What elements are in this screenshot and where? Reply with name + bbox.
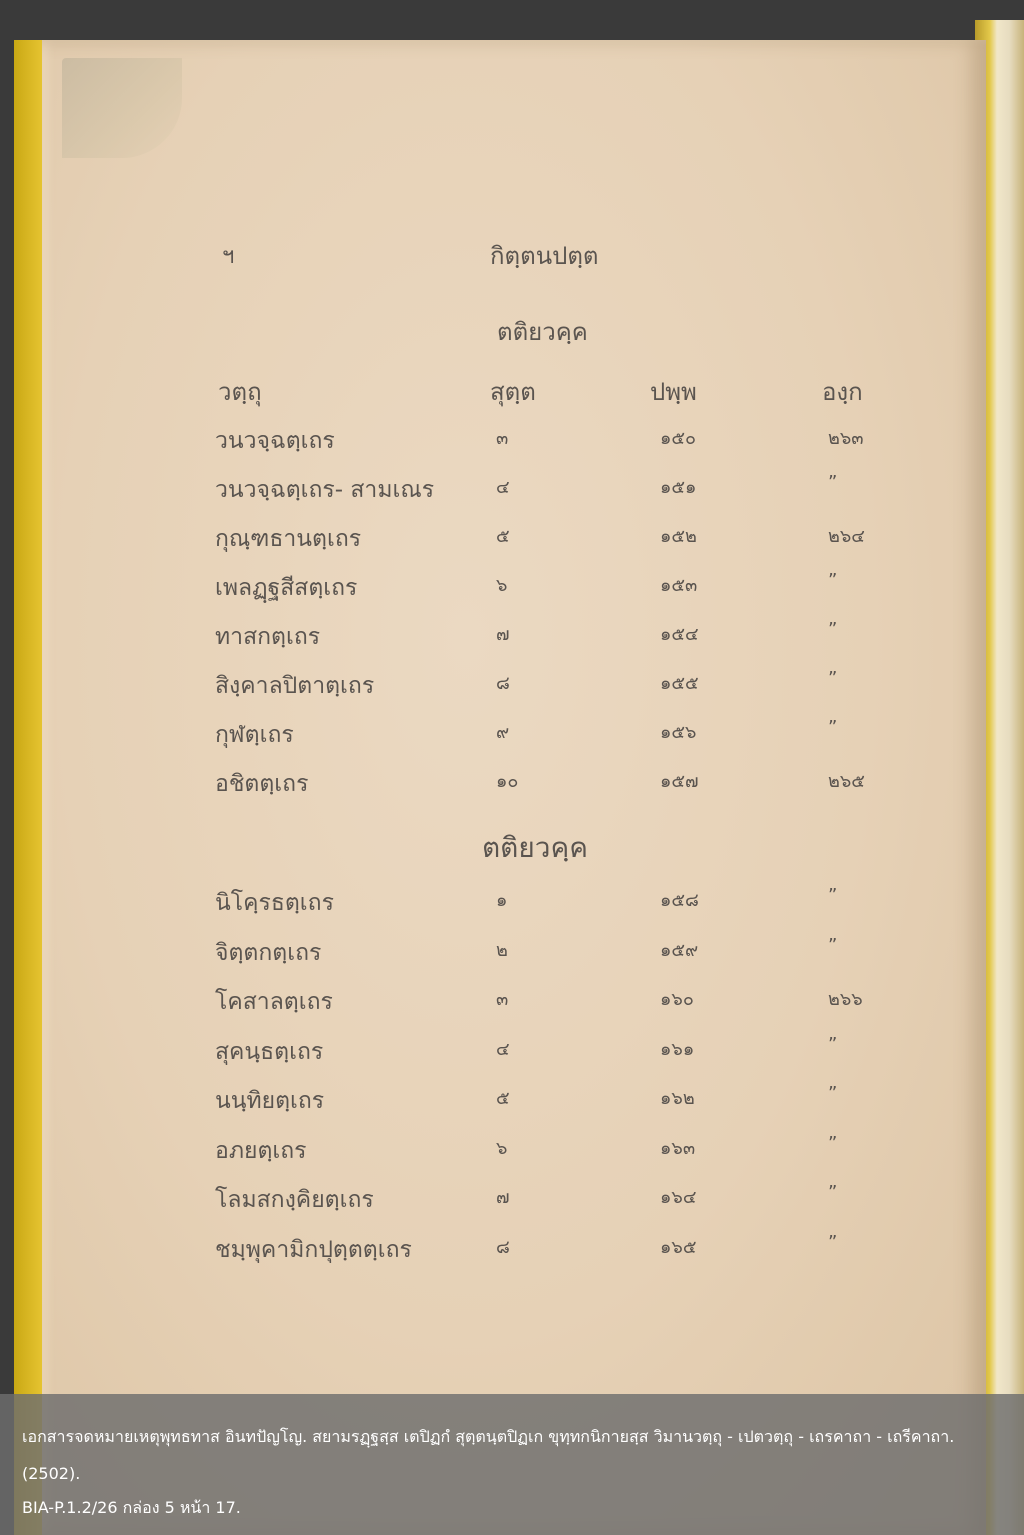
row-name: อภยตฺเถร bbox=[215, 1137, 307, 1164]
row-page-number: ๑๕๓ bbox=[660, 575, 698, 596]
table-row bbox=[0, 472, 1024, 512]
row-anga-number: ๒๖๖ bbox=[828, 989, 863, 1010]
caption-reference: BIA-P.1.2/26 กล่อง 5 หน้า 17. bbox=[22, 1498, 241, 1517]
row-page-number: ๑๕๔ bbox=[660, 624, 699, 645]
table-row bbox=[0, 1083, 1024, 1123]
row-anga-number: ” bbox=[828, 472, 838, 493]
row-page-number: ๑๕๕ bbox=[660, 673, 699, 694]
caption-text: เอกสารจดหมายเหตุพุทธทาส อินทปัญโญ. สยามรฏฺฐสฺส เตปิฏกํ สุตฺตนฺตปิฏเก ขุทฺทกนิกายสฺส วิมานวตฺถุ - เปตวตฺถุ - เถรคาถา - เถรีคาถา. (2502). bbox=[22, 1427, 955, 1483]
row-sutta-number: ๓ bbox=[496, 428, 509, 449]
row-page-number: ๑๕๖ bbox=[660, 722, 697, 743]
page-title: กิตฺตนปตฺต bbox=[490, 242, 599, 270]
row-name: สุคนฺธตฺเถร bbox=[215, 1038, 324, 1065]
row-name: โคสาลตฺเถร bbox=[215, 989, 333, 1015]
row-name: ชมฺพุคามิกปุตฺตตฺเถร bbox=[215, 1236, 412, 1263]
row-name: วนวจฺฉตฺเถร bbox=[215, 428, 335, 454]
table-row bbox=[0, 1182, 1024, 1222]
row-sutta-number: ๑ bbox=[496, 890, 508, 911]
row-anga-number: ” bbox=[828, 934, 838, 956]
row-page-number: ๑๖๓ bbox=[660, 1137, 696, 1159]
row-sutta-number: ๑๐ bbox=[496, 771, 519, 792]
row-name: นิโคฺรธตฺเถร bbox=[215, 890, 334, 916]
row-sutta-number: ๔ bbox=[496, 477, 510, 498]
row-sutta-number: ๔ bbox=[496, 1038, 510, 1060]
row-name: จิตฺตกตฺเถร bbox=[215, 939, 322, 966]
table-row bbox=[0, 668, 1024, 708]
row-sutta-number: ๖ bbox=[496, 575, 508, 596]
row-name: กุณฺฑธานตฺเถร bbox=[215, 526, 362, 552]
row-sutta-number: ๕ bbox=[496, 526, 510, 547]
row-page-number: ๑๖๑ bbox=[660, 1038, 695, 1060]
row-page-number: ๑๖๒ bbox=[660, 1088, 695, 1109]
table-row bbox=[0, 984, 1024, 1024]
row-page-number: ๑๖๕ bbox=[660, 1236, 697, 1258]
row-name: เพลฏฺฐสีสตฺเถร bbox=[215, 575, 358, 601]
row-sutta-number: ๖ bbox=[496, 1137, 508, 1159]
row-anga-number: ” bbox=[828, 885, 838, 906]
table-row bbox=[0, 521, 1024, 561]
worn-page-corner bbox=[62, 58, 182, 158]
row-name: สิงฺคาลปิตาตฺเถร bbox=[215, 673, 375, 699]
table-row bbox=[0, 619, 1024, 659]
row-name: กุฬตฺเถร bbox=[215, 722, 294, 748]
column-header-sutta: สุตฺต bbox=[490, 378, 536, 406]
column-header-page: ปพฺพ bbox=[650, 378, 697, 406]
row-page-number: ๑๖๐ bbox=[660, 989, 694, 1010]
row-sutta-number: ๓ bbox=[496, 989, 509, 1010]
row-name: โลมสกงฺคิยตฺเถร bbox=[215, 1187, 374, 1213]
row-page-number: ๑๕๐ bbox=[660, 428, 697, 449]
row-name: นนฺทิยตฺเถร bbox=[215, 1088, 325, 1114]
row-anga-number: ” bbox=[828, 1182, 838, 1203]
row-page-number: ๑๖๔ bbox=[660, 1187, 697, 1208]
row-page-number: ๑๕๑ bbox=[660, 477, 697, 498]
row-name: อชิตตฺเถร bbox=[215, 771, 309, 797]
row-anga-number: ” bbox=[828, 619, 838, 640]
page-number: ฯ bbox=[222, 244, 235, 269]
row-anga-number: ” bbox=[828, 570, 838, 591]
table-row bbox=[0, 423, 1024, 463]
row-sutta-number: ๘ bbox=[496, 1236, 510, 1258]
row-anga-number: ” bbox=[828, 1083, 838, 1104]
table-row bbox=[0, 570, 1024, 610]
column-header-anga: องฺก bbox=[822, 378, 863, 406]
column-header-name: วตฺถุ bbox=[218, 378, 262, 406]
row-anga-number: ๒๖๔ bbox=[828, 526, 865, 547]
table-row bbox=[0, 935, 1024, 975]
row-sutta-number: ๒ bbox=[496, 939, 508, 961]
row-anga-number: ๒๖๕ bbox=[828, 771, 865, 792]
row-page-number: ๑๕๗ bbox=[660, 771, 699, 792]
row-anga-number: ” bbox=[828, 717, 838, 738]
section-title-1: ตติยวคฺค bbox=[497, 318, 588, 346]
row-anga-number: ” bbox=[828, 668, 838, 689]
section-title-2: ตติยวคฺค bbox=[482, 831, 588, 864]
table-row bbox=[0, 717, 1024, 757]
row-anga-number: ๒๖๓ bbox=[828, 428, 864, 449]
row-name: วนวจฺฉตฺเถร- สามเณร bbox=[215, 477, 435, 503]
row-sutta-number: ๕ bbox=[496, 1088, 510, 1109]
row-sutta-number: ๘ bbox=[496, 673, 510, 694]
table-row bbox=[0, 1034, 1024, 1074]
row-sutta-number: ๗ bbox=[496, 1187, 510, 1208]
row-page-number: ๑๕๒ bbox=[660, 526, 697, 547]
row-sutta-number: ๗ bbox=[496, 624, 510, 645]
row-page-number: ๑๕๙ bbox=[660, 939, 699, 961]
row-anga-number: ” bbox=[828, 1033, 838, 1055]
row-name: ทาสกตฺเถร bbox=[215, 624, 321, 650]
row-anga-number: ” bbox=[828, 1132, 838, 1154]
row-sutta-number: ๙ bbox=[496, 722, 510, 743]
table-row bbox=[0, 1133, 1024, 1173]
table-row bbox=[0, 885, 1024, 925]
table-row bbox=[0, 1232, 1024, 1272]
row-page-number: ๑๕๘ bbox=[660, 890, 699, 911]
table-row bbox=[0, 766, 1024, 806]
row-anga-number: ” bbox=[828, 1231, 838, 1253]
